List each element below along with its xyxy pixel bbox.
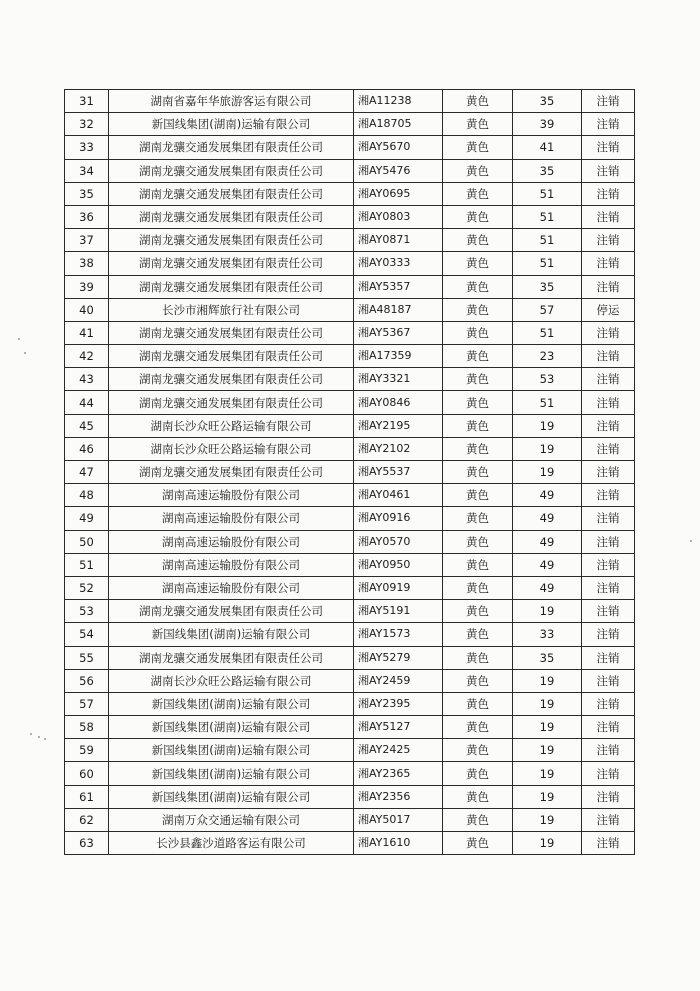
- cell-status: 注销: [582, 576, 635, 599]
- table-row: [65, 507, 635, 530]
- cell-plate-color: 黄色: [443, 785, 513, 808]
- cell-seats: 49: [513, 484, 582, 507]
- cell-plate-color: 黄色: [443, 136, 513, 159]
- cell-number: 57: [65, 692, 109, 715]
- cell-seats: 49: [513, 576, 582, 599]
- cell-number: 62: [65, 808, 109, 831]
- cell-status: 注销: [582, 808, 635, 831]
- scan-speck: [38, 736, 40, 738]
- cell-seats: 51: [513, 252, 582, 275]
- cell-plate-color: 黄色: [443, 808, 513, 831]
- cell-plate: 湘AY5127: [354, 716, 443, 739]
- cell-company: 湖南龙骧交通发展集团有限责任公司: [109, 275, 354, 298]
- cell-number: 63: [65, 832, 109, 855]
- cell-company: 湖南龙骧交通发展集团有限责任公司: [109, 205, 354, 228]
- cell-company: 湖南省嘉年华旅游客运有限公司: [109, 90, 354, 113]
- cell-plate-color: 黄色: [443, 229, 513, 252]
- cell-number: 53: [65, 600, 109, 623]
- cell-status: 注销: [582, 461, 635, 484]
- cell-seats: 35: [513, 90, 582, 113]
- cell-company: 新国线集团(湖南)运输有限公司: [109, 762, 354, 785]
- scan-speck: [30, 733, 32, 735]
- cell-seats: 39: [513, 113, 582, 136]
- table-row: [65, 275, 635, 298]
- cell-status: 注销: [582, 832, 635, 855]
- cell-status: 注销: [582, 275, 635, 298]
- cell-plate-color: 黄色: [443, 461, 513, 484]
- table-row: [65, 762, 635, 785]
- table-row: [65, 669, 635, 692]
- table-row: [65, 484, 635, 507]
- cell-plate: 湘AY5670: [354, 136, 443, 159]
- cell-seats: 19: [513, 716, 582, 739]
- cell-seats: 35: [513, 159, 582, 182]
- cell-plate: 湘AY0846: [354, 391, 443, 414]
- cell-number: 51: [65, 553, 109, 576]
- cell-status: 注销: [582, 205, 635, 228]
- cell-seats: 19: [513, 461, 582, 484]
- cell-plate: 湘AY0803: [354, 205, 443, 228]
- cell-status: 注销: [582, 159, 635, 182]
- cell-seats: 49: [513, 553, 582, 576]
- cell-plate: 湘AY0570: [354, 530, 443, 553]
- cell-company: 新国线集团(湖南)运输有限公司: [109, 785, 354, 808]
- cell-plate-color: 黄色: [443, 391, 513, 414]
- table-row: [65, 391, 635, 414]
- table-row: [65, 205, 635, 228]
- cell-company: 湖南龙骧交通发展集团有限责任公司: [109, 136, 354, 159]
- cell-plate: 湘AY2395: [354, 692, 443, 715]
- cell-company: 湖南龙骧交通发展集团有限责任公司: [109, 345, 354, 368]
- cell-number: 58: [65, 716, 109, 739]
- cell-status: 注销: [582, 530, 635, 553]
- cell-company: 新国线集团(湖南)运输有限公司: [109, 623, 354, 646]
- cell-company: 湖南高速运输股份有限公司: [109, 530, 354, 553]
- cell-seats: 49: [513, 530, 582, 553]
- cell-status: 注销: [582, 182, 635, 205]
- cell-plate-color: 黄色: [443, 298, 513, 321]
- table-row: [65, 530, 635, 553]
- cell-plate: 湘AY2102: [354, 437, 443, 460]
- cell-seats: 19: [513, 600, 582, 623]
- table-body: [65, 90, 635, 855]
- cell-seats: 19: [513, 785, 582, 808]
- cell-company: 湖南高速运输股份有限公司: [109, 576, 354, 599]
- cell-seats: 57: [513, 298, 582, 321]
- cell-plate: 湘AY0916: [354, 507, 443, 530]
- table-row: [65, 298, 635, 321]
- cell-number: 48: [65, 484, 109, 507]
- cell-company: 湖南长沙众旺公路运输有限公司: [109, 669, 354, 692]
- table-row: [65, 461, 635, 484]
- cell-plate-color: 黄色: [443, 414, 513, 437]
- cell-company: 长沙县鑫沙道路客运有限公司: [109, 832, 354, 855]
- cell-number: 33: [65, 136, 109, 159]
- cell-plate-color: 黄色: [443, 692, 513, 715]
- cell-number: 49: [65, 507, 109, 530]
- cell-status: 注销: [582, 368, 635, 391]
- cell-company: 长沙市湘辉旅行社有限公司: [109, 298, 354, 321]
- cell-seats: 33: [513, 623, 582, 646]
- cell-status: 注销: [582, 600, 635, 623]
- table-row: [65, 692, 635, 715]
- table-row: [65, 600, 635, 623]
- cell-company: 新国线集团(湖南)运输有限公司: [109, 716, 354, 739]
- cell-number: 36: [65, 205, 109, 228]
- table-row: [65, 113, 635, 136]
- cell-plate-color: 黄色: [443, 507, 513, 530]
- table-row: [65, 321, 635, 344]
- cell-company: 新国线集团(湖南)运输有限公司: [109, 692, 354, 715]
- scan-speck: [18, 338, 20, 340]
- cell-plate: 湘AY0919: [354, 576, 443, 599]
- cell-seats: 49: [513, 507, 582, 530]
- cell-plate: 湘AY5476: [354, 159, 443, 182]
- table-row: [65, 182, 635, 205]
- cell-plate: 湘A48187: [354, 298, 443, 321]
- vehicle-registry-table: [64, 89, 635, 855]
- cell-plate: 湘AY0695: [354, 182, 443, 205]
- cell-plate: 湘AY2356: [354, 785, 443, 808]
- cell-number: 37: [65, 229, 109, 252]
- table-row: [65, 716, 635, 739]
- cell-plate-color: 黄色: [443, 832, 513, 855]
- cell-plate-color: 黄色: [443, 530, 513, 553]
- cell-number: 45: [65, 414, 109, 437]
- cell-plate: 湘AY1573: [354, 623, 443, 646]
- cell-status: 注销: [582, 229, 635, 252]
- cell-status: 注销: [582, 90, 635, 113]
- cell-company: 湖南高速运输股份有限公司: [109, 484, 354, 507]
- cell-plate: 湘AY1610: [354, 832, 443, 855]
- table-row: [65, 229, 635, 252]
- table-row: [65, 90, 635, 113]
- cell-seats: 51: [513, 391, 582, 414]
- cell-number: 43: [65, 368, 109, 391]
- cell-status: 注销: [582, 484, 635, 507]
- cell-plate-color: 黄色: [443, 368, 513, 391]
- cell-number: 39: [65, 275, 109, 298]
- cell-status: 注销: [582, 321, 635, 344]
- cell-seats: 19: [513, 762, 582, 785]
- cell-plate-color: 黄色: [443, 182, 513, 205]
- cell-number: 56: [65, 669, 109, 692]
- cell-status: 注销: [582, 252, 635, 275]
- cell-plate: 湘AY5017: [354, 808, 443, 831]
- cell-plate: 湘A11238: [354, 90, 443, 113]
- cell-status: 注销: [582, 692, 635, 715]
- cell-company: 湖南万众交通运输有限公司: [109, 808, 354, 831]
- cell-number: 54: [65, 623, 109, 646]
- cell-company: 新国线集团(湖南)运输有限公司: [109, 739, 354, 762]
- cell-seats: 51: [513, 205, 582, 228]
- cell-status: 停运: [582, 298, 635, 321]
- cell-plate: 湘AY0333: [354, 252, 443, 275]
- cell-plate-color: 黄色: [443, 345, 513, 368]
- cell-plate: 湘AY0950: [354, 553, 443, 576]
- cell-plate-color: 黄色: [443, 484, 513, 507]
- cell-status: 注销: [582, 646, 635, 669]
- cell-plate: 湘AY5537: [354, 461, 443, 484]
- cell-plate: 湘A18705: [354, 113, 443, 136]
- cell-seats: 19: [513, 414, 582, 437]
- cell-seats: 51: [513, 229, 582, 252]
- cell-number: 60: [65, 762, 109, 785]
- cell-status: 注销: [582, 345, 635, 368]
- cell-plate: 湘AY0461: [354, 484, 443, 507]
- table-row: [65, 576, 635, 599]
- cell-seats: 19: [513, 669, 582, 692]
- cell-plate-color: 黄色: [443, 205, 513, 228]
- cell-plate: 湘AY0871: [354, 229, 443, 252]
- cell-seats: 35: [513, 646, 582, 669]
- cell-plate-color: 黄色: [443, 321, 513, 344]
- cell-status: 注销: [582, 414, 635, 437]
- table-row: [65, 437, 635, 460]
- cell-number: 38: [65, 252, 109, 275]
- cell-company: 新国线集团(湖南)运输有限公司: [109, 113, 354, 136]
- cell-number: 52: [65, 576, 109, 599]
- cell-company: 湖南龙骧交通发展集团有限责任公司: [109, 391, 354, 414]
- cell-status: 注销: [582, 762, 635, 785]
- cell-plate: 湘AY3321: [354, 368, 443, 391]
- cell-number: 40: [65, 298, 109, 321]
- table-row: [65, 808, 635, 831]
- cell-plate: 湘AY2425: [354, 739, 443, 762]
- cell-seats: 19: [513, 739, 582, 762]
- cell-company: 湖南龙骧交通发展集团有限责任公司: [109, 461, 354, 484]
- cell-company: 湖南龙骧交通发展集团有限责任公司: [109, 321, 354, 344]
- cell-number: 50: [65, 530, 109, 553]
- cell-status: 注销: [582, 623, 635, 646]
- cell-plate-color: 黄色: [443, 600, 513, 623]
- cell-plate-color: 黄色: [443, 437, 513, 460]
- cell-company: 湖南龙骧交通发展集团有限责任公司: [109, 252, 354, 275]
- cell-plate-color: 黄色: [443, 275, 513, 298]
- table-row: [65, 159, 635, 182]
- cell-plate: 湘AY5357: [354, 275, 443, 298]
- cell-plate-color: 黄色: [443, 113, 513, 136]
- cell-seats: 23: [513, 345, 582, 368]
- cell-plate: 湘A17359: [354, 345, 443, 368]
- cell-seats: 19: [513, 692, 582, 715]
- table-row: [65, 252, 635, 275]
- cell-plate-color: 黄色: [443, 576, 513, 599]
- cell-number: 35: [65, 182, 109, 205]
- cell-number: 55: [65, 646, 109, 669]
- cell-status: 注销: [582, 391, 635, 414]
- cell-plate-color: 黄色: [443, 739, 513, 762]
- cell-seats: 19: [513, 808, 582, 831]
- table-row: [65, 553, 635, 576]
- table-row: [65, 646, 635, 669]
- cell-plate-color: 黄色: [443, 553, 513, 576]
- cell-status: 注销: [582, 716, 635, 739]
- cell-number: 46: [65, 437, 109, 460]
- table-row: [65, 414, 635, 437]
- cell-plate-color: 黄色: [443, 252, 513, 275]
- cell-number: 31: [65, 90, 109, 113]
- cell-company: 湖南高速运输股份有限公司: [109, 507, 354, 530]
- table-row: [65, 832, 635, 855]
- cell-company: 湖南龙骧交通发展集团有限责任公司: [109, 229, 354, 252]
- cell-number: 47: [65, 461, 109, 484]
- table-row: [65, 785, 635, 808]
- table-row: [65, 623, 635, 646]
- cell-plate-color: 黄色: [443, 716, 513, 739]
- cell-number: 34: [65, 159, 109, 182]
- cell-number: 42: [65, 345, 109, 368]
- cell-plate-color: 黄色: [443, 646, 513, 669]
- cell-company: 湖南龙骧交通发展集团有限责任公司: [109, 368, 354, 391]
- cell-plate: 湘AY5279: [354, 646, 443, 669]
- cell-plate: 湘AY2459: [354, 669, 443, 692]
- cell-plate-color: 黄色: [443, 159, 513, 182]
- table-row: [65, 345, 635, 368]
- table-row: [65, 368, 635, 391]
- cell-plate: 湘AY2365: [354, 762, 443, 785]
- cell-status: 注销: [582, 136, 635, 159]
- cell-seats: 35: [513, 275, 582, 298]
- cell-company: 湖南龙骧交通发展集团有限责任公司: [109, 646, 354, 669]
- cell-company: 湖南长沙众旺公路运输有限公司: [109, 414, 354, 437]
- cell-status: 注销: [582, 437, 635, 460]
- scan-speck: [24, 352, 26, 354]
- cell-status: 注销: [582, 669, 635, 692]
- cell-number: 61: [65, 785, 109, 808]
- cell-status: 注销: [582, 785, 635, 808]
- cell-company: 湖南高速运输股份有限公司: [109, 553, 354, 576]
- cell-company: 湖南龙骧交通发展集团有限责任公司: [109, 159, 354, 182]
- table-row: [65, 136, 635, 159]
- cell-company: 湖南长沙众旺公路运输有限公司: [109, 437, 354, 460]
- cell-seats: 53: [513, 368, 582, 391]
- cell-number: 59: [65, 739, 109, 762]
- cell-plate: 湘AY2195: [354, 414, 443, 437]
- cell-number: 44: [65, 391, 109, 414]
- cell-status: 注销: [582, 739, 635, 762]
- scan-speck: [44, 738, 46, 740]
- cell-seats: 19: [513, 832, 582, 855]
- cell-seats: 41: [513, 136, 582, 159]
- cell-number: 41: [65, 321, 109, 344]
- cell-number: 32: [65, 113, 109, 136]
- cell-plate-color: 黄色: [443, 669, 513, 692]
- cell-status: 注销: [582, 113, 635, 136]
- cell-seats: 19: [513, 437, 582, 460]
- cell-plate-color: 黄色: [443, 762, 513, 785]
- cell-plate-color: 黄色: [443, 90, 513, 113]
- cell-company: 湖南龙骧交通发展集团有限责任公司: [109, 182, 354, 205]
- cell-plate: 湘AY5367: [354, 321, 443, 344]
- scan-speck: [690, 540, 692, 542]
- cell-seats: 51: [513, 182, 582, 205]
- cell-status: 注销: [582, 553, 635, 576]
- cell-plate-color: 黄色: [443, 623, 513, 646]
- cell-plate: 湘AY5191: [354, 600, 443, 623]
- table-row: [65, 739, 635, 762]
- cell-seats: 51: [513, 321, 582, 344]
- cell-status: 注销: [582, 507, 635, 530]
- cell-company: 湖南龙骧交通发展集团有限责任公司: [109, 600, 354, 623]
